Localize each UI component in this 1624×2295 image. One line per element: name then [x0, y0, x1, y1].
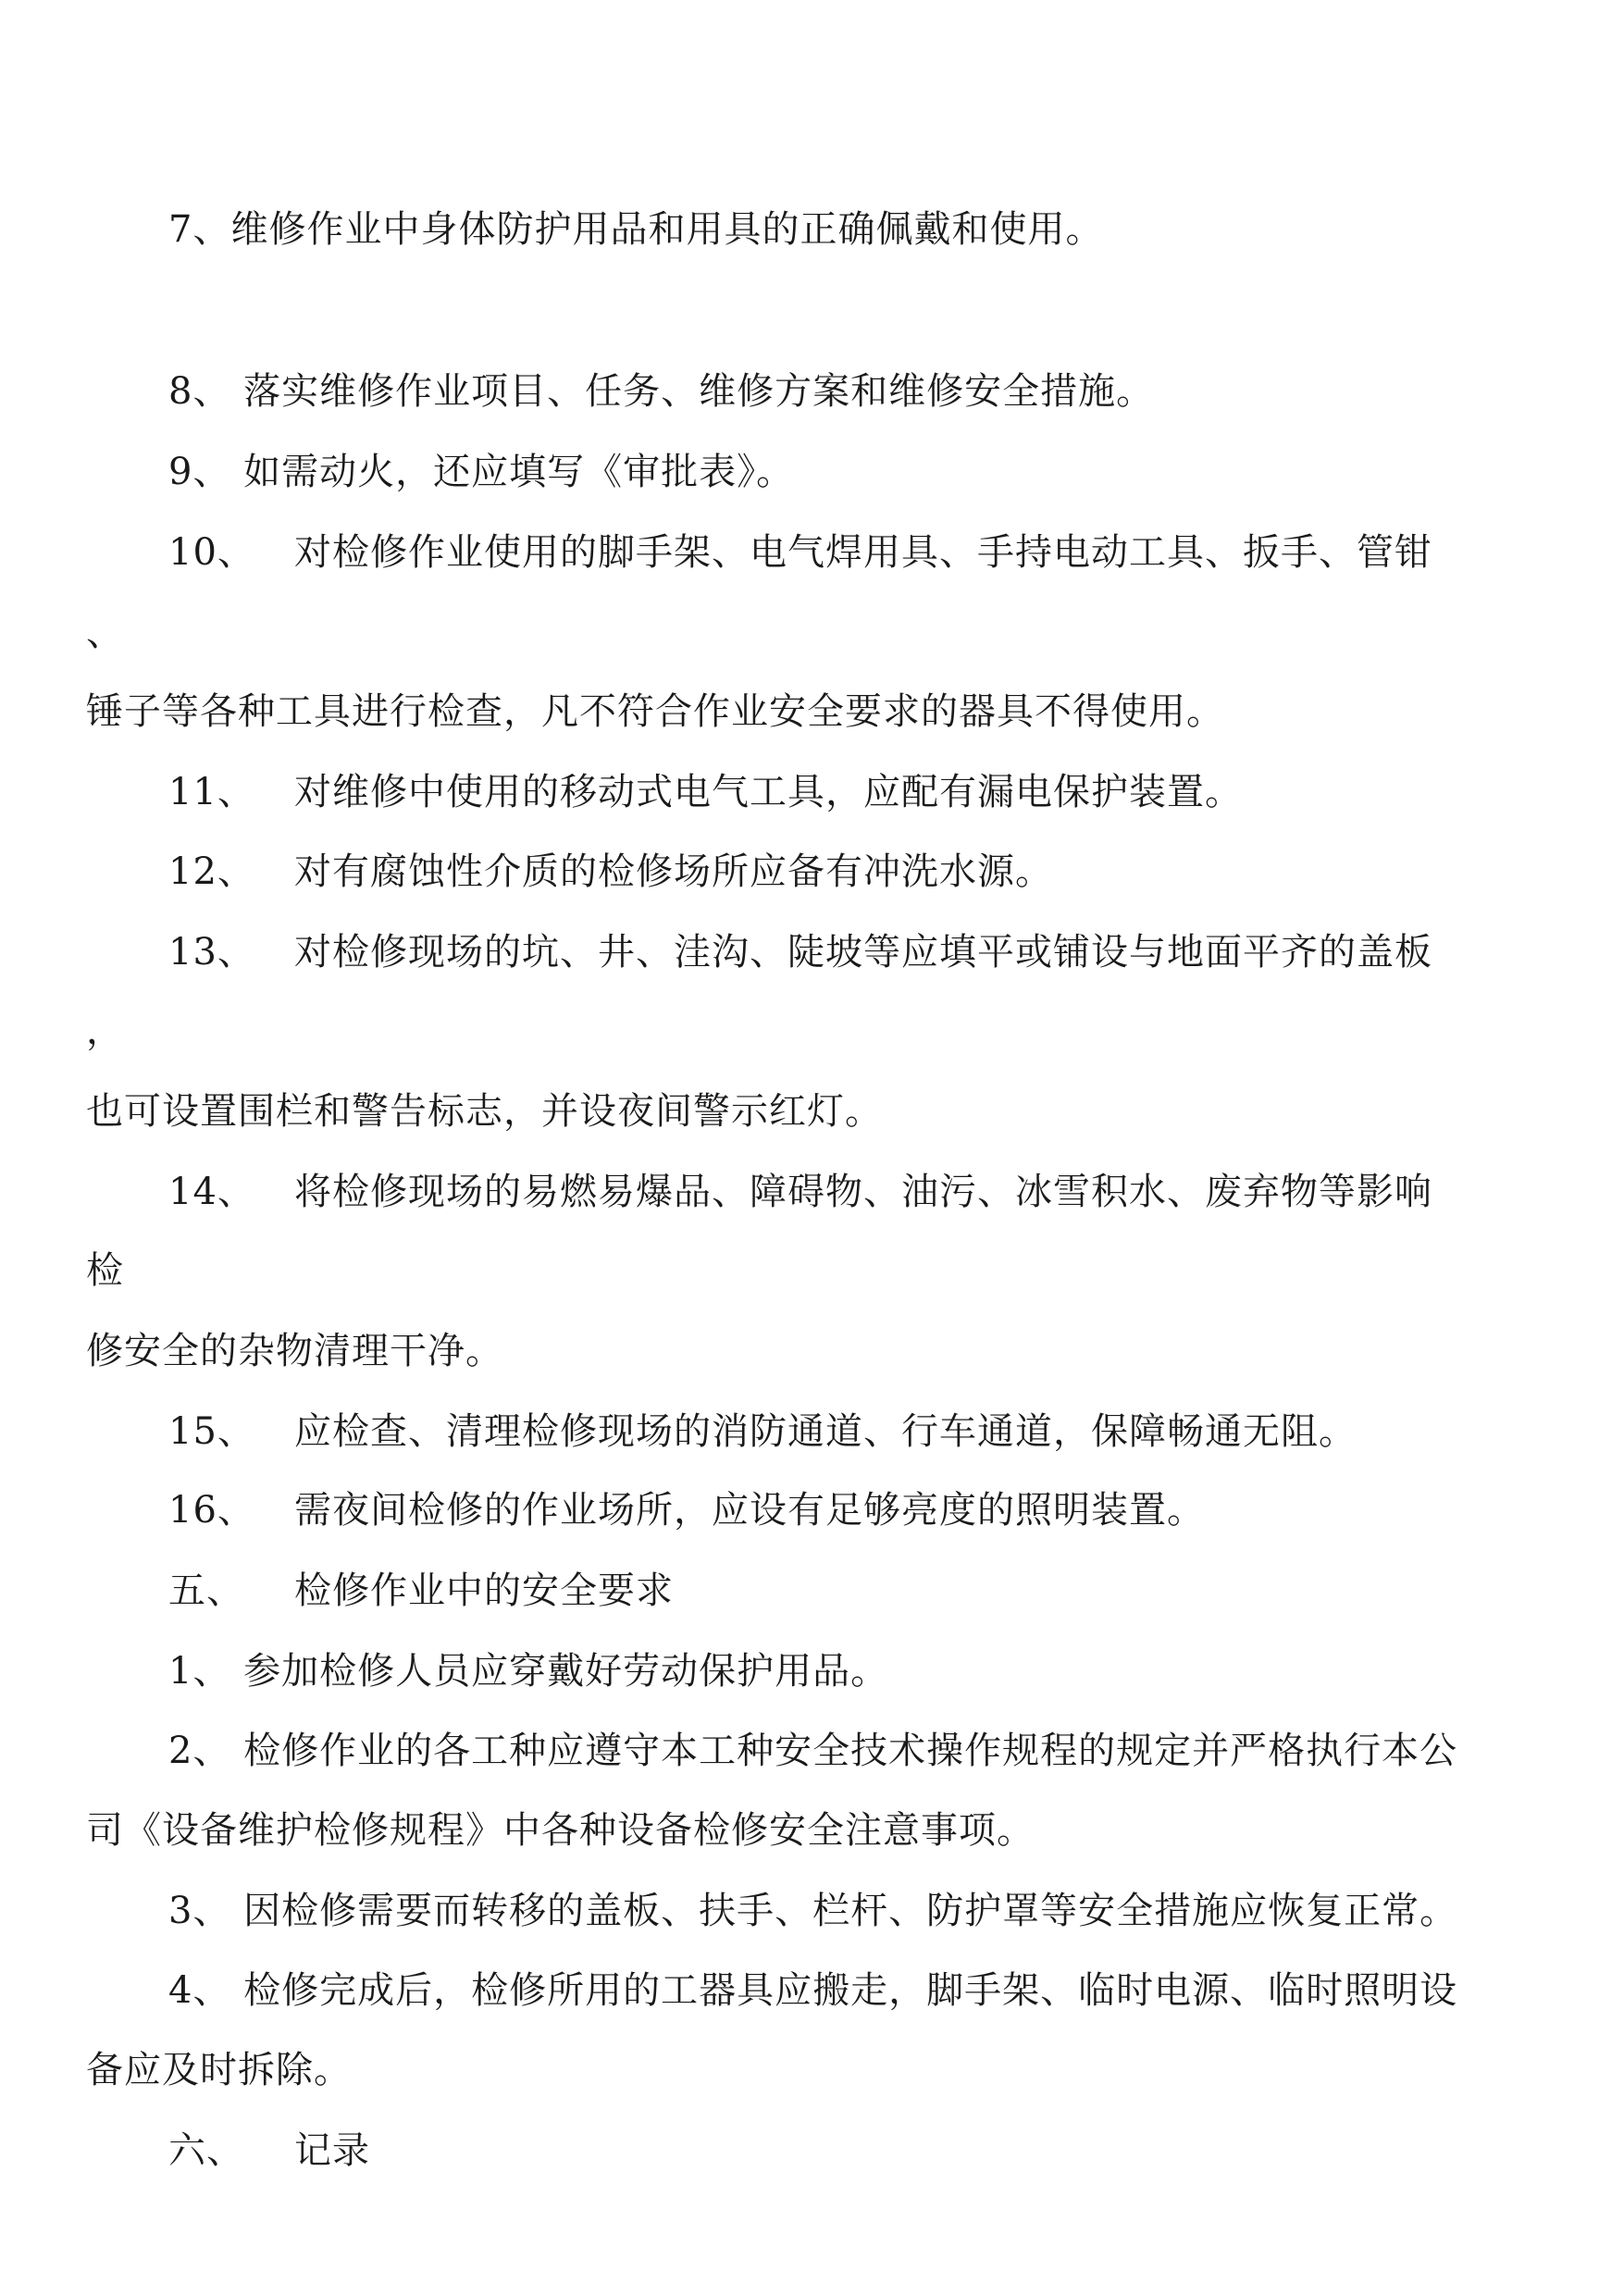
requirement-2: 2、 检修作业的各工种应遵守本工种安全技术操作规程的规定并严格执行本公	[168, 1730, 1458, 1772]
requirement-1: 1、 参加检修人员应穿戴好劳动保护用品。	[168, 1650, 889, 1693]
requirement-4-continuation: 备应及时拆除。	[86, 2049, 352, 2091]
item-text: 对有腐蚀性介质的检修场所应备有冲洗水源。	[294, 850, 1053, 893]
paragraph-14	[168, 1168, 1432, 1216]
item-text: 应检查、清理检修现场的消防通道、行车通道，保障畅通无阻。	[294, 1410, 1357, 1453]
item-text: 对维修中使用的移动式电气工具，应配有漏电保护装置。	[294, 771, 1243, 813]
section-heading-5	[168, 1567, 674, 1615]
paragraph-15	[168, 1408, 1357, 1456]
paragraph-13-continuation: 也可设置围栏和警告标志，并设夜间警示红灯。	[86, 1090, 883, 1133]
section-number: 五、	[168, 1569, 244, 1612]
section-number: 六、	[168, 2129, 244, 2172]
item-number: 14、	[168, 1171, 255, 1213]
section-title: 记录	[294, 2129, 370, 2172]
item-number: 15、	[168, 1410, 255, 1453]
paragraph-14-continuation: 修安全的杂物清理干净。	[86, 1330, 503, 1372]
item-number: 13、	[168, 931, 255, 974]
requirement-3: 3、 因检修需要而转移的盖板、扶手、栏杆、防护罩等安全措施应恢复正常。	[168, 1890, 1458, 1932]
paragraph-10	[168, 528, 1538, 577]
paragraph-13-wrap: ，	[86, 1010, 124, 1052]
section-title: 检修作业中的安全要求	[294, 1569, 674, 1612]
item-number: 11、	[168, 771, 255, 813]
paragraph-14-wrap: 检	[86, 1249, 124, 1292]
paragraph-10-continuation: 锤子等各种工具进行检查，凡不符合作业安全要求的器具不得使用。	[86, 690, 1224, 733]
paragraph-11	[168, 768, 1243, 816]
paragraph-12	[168, 848, 1053, 896]
item-number: 16、	[168, 1489, 255, 1532]
paragraph-8: 8、 落实维修作业项目、任务、维修方案和维修安全措施。	[168, 370, 1155, 413]
item-number: 10、	[168, 531, 255, 574]
item-text: 对检修现场的坑、井、洼沟、陡坡等应填平或铺设与地面平齐的盖板	[294, 931, 1432, 974]
paragraph-7: 7、维修作业中身体防护用品和用具的正确佩戴和使用。	[168, 208, 1104, 251]
item-text: 对检修作业使用的脚手架、电气焊用具、手持电动工具、扳手、管钳	[294, 531, 1432, 574]
requirement-4: 4、 检修完成后，检修所用的工器具应搬走，脚手架、临时电源、临时照明设	[168, 1969, 1458, 2012]
section-heading-6	[168, 2127, 370, 2175]
paragraph-10-wrap: 、	[86, 612, 124, 654]
item-number: 12、	[168, 850, 255, 893]
paragraph-16	[168, 1486, 1205, 1534]
requirement-2-continuation: 司《设备维护检修规程》中各种设备检修安全注意事项。	[86, 1809, 1035, 1852]
paragraph-9: 9、 如需动火，还应填写《审批表》。	[168, 451, 795, 493]
paragraph-13	[168, 928, 1432, 976]
item-text: 将检修现场的易燃易爆品、障碍物、油污、冰雪积水、废弃物等影响	[294, 1171, 1432, 1213]
item-text: 需夜间检修的作业场所，应设有足够亮度的照明装置。	[294, 1489, 1205, 1532]
